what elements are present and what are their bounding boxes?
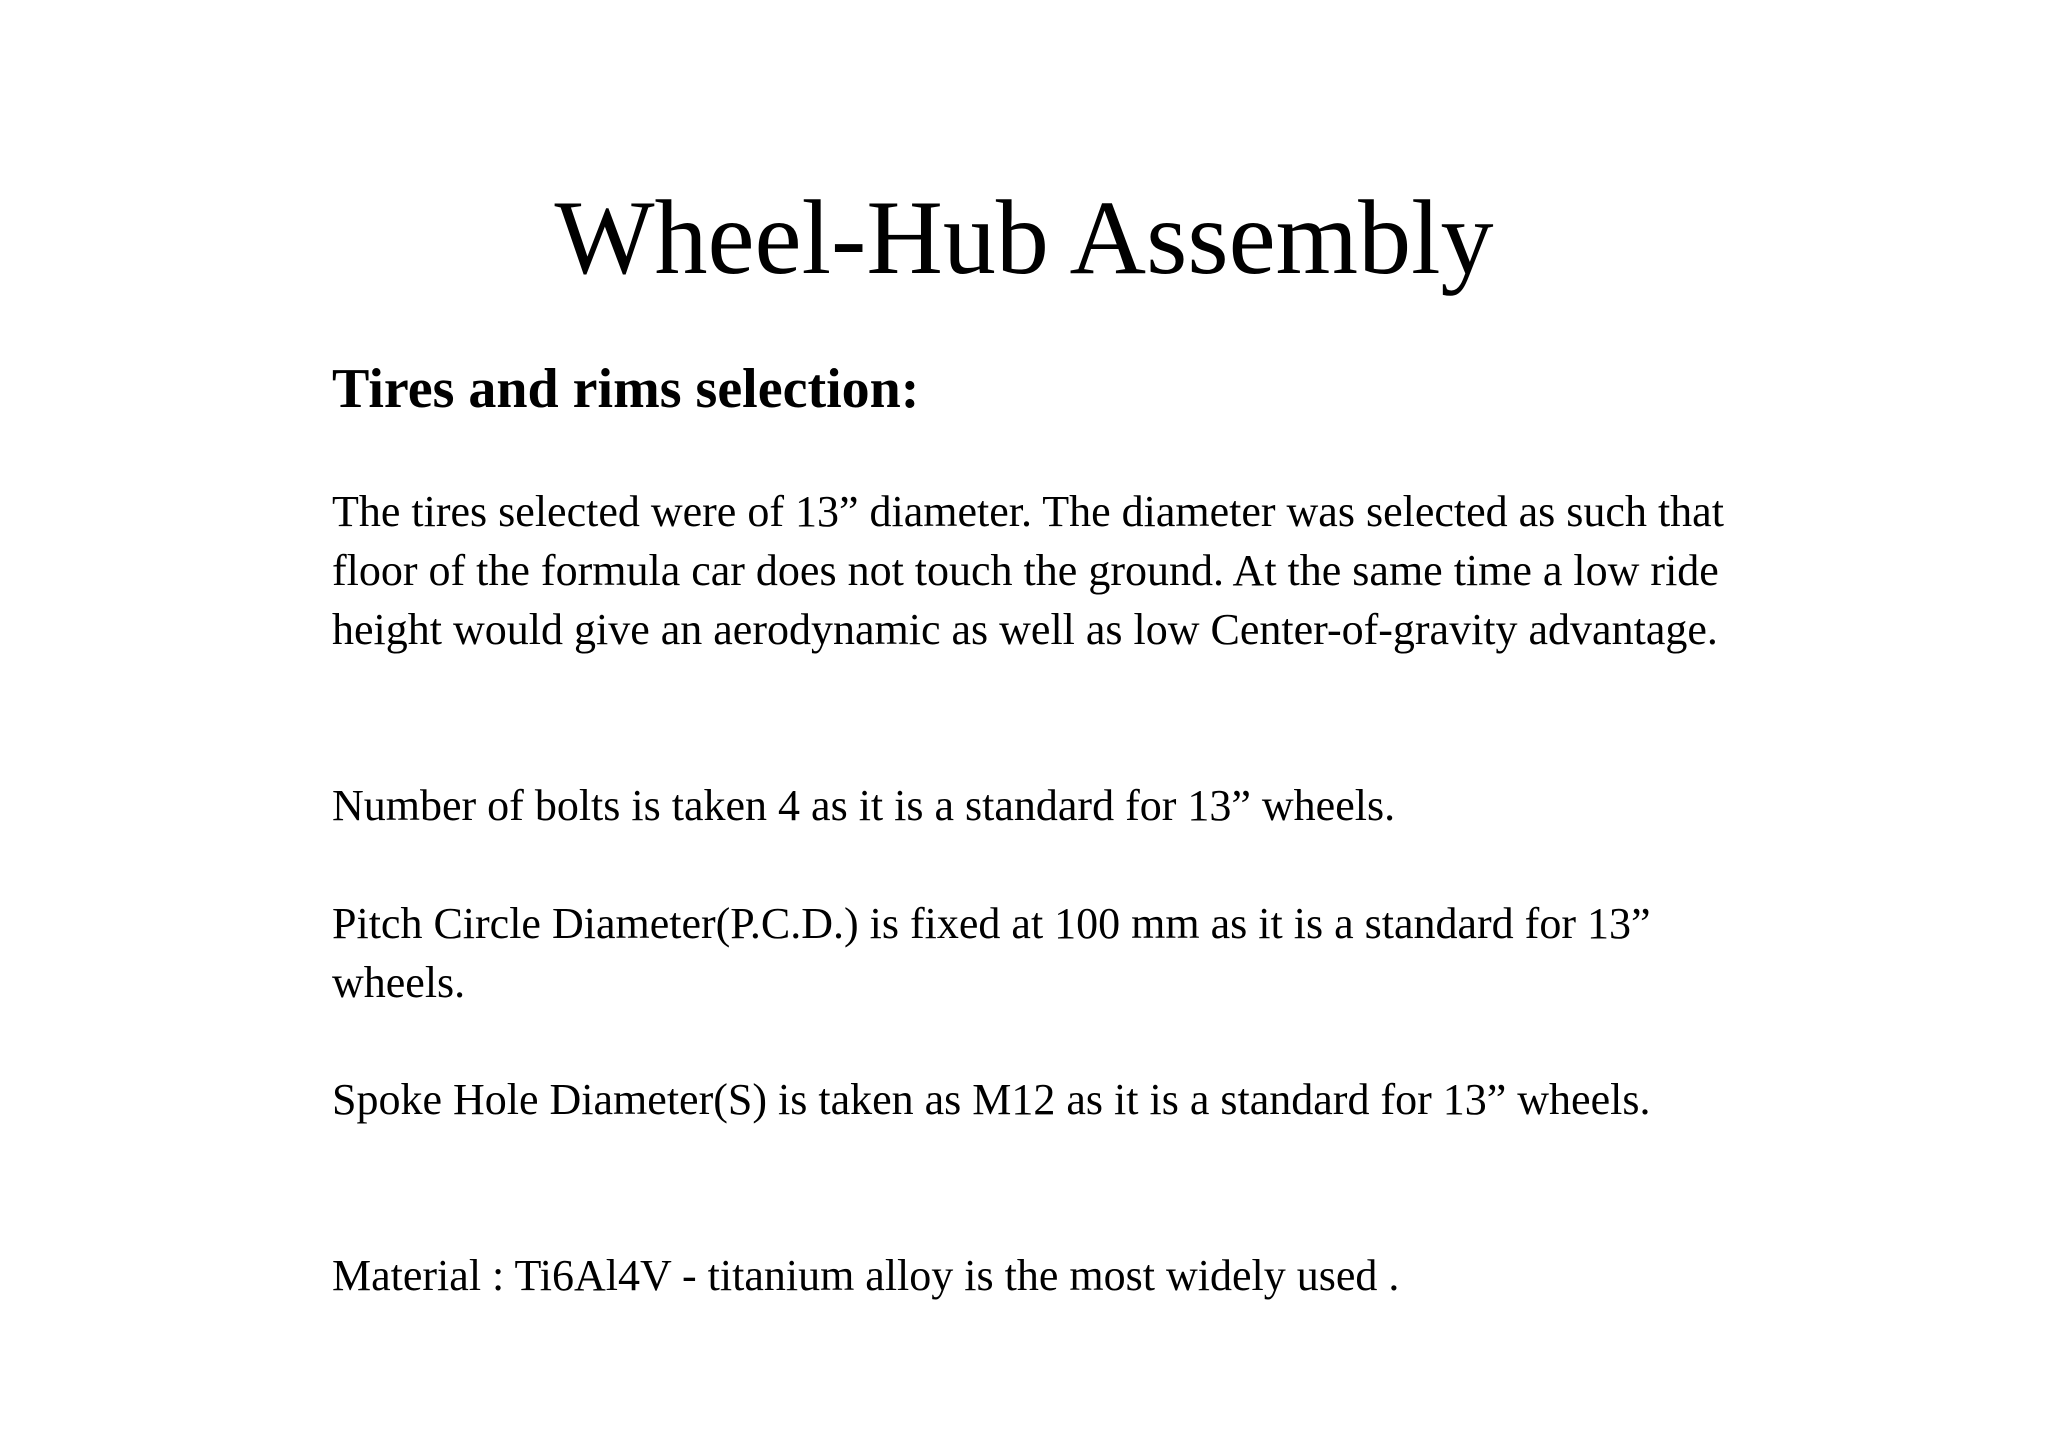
page-title: Wheel-Hub Assembly [554,179,1494,296]
paragraph-pitch-circle-diameter: Pitch Circle Diameter(P.C.D.) is fixed at 100 mm as it is a standard for 13” wheels. [332,899,1651,1007]
section-heading: Tires and rims selection: [332,358,920,420]
paragraph-spoke-hole-diameter: Spoke Hole Diameter(S) is taken as M12 as it is a standard for 13” wheels. [332,1075,1651,1124]
paragraph-bolt-count: Number of bolts is taken 4 as it is a standard for 13” wheels. [332,781,1396,830]
paragraph-tire-diameter: The tires selected were of 13” diameter. The diameter was selected as such that floor of the formula car does not touch the ground. At the same time a low ride height would give an aerodynamic as well as low Center-of-gravity advantage. [332,487,1724,654]
paragraph-material: Material : Ti6Al4V - titanium alloy is the most widely used . [332,1251,1400,1300]
